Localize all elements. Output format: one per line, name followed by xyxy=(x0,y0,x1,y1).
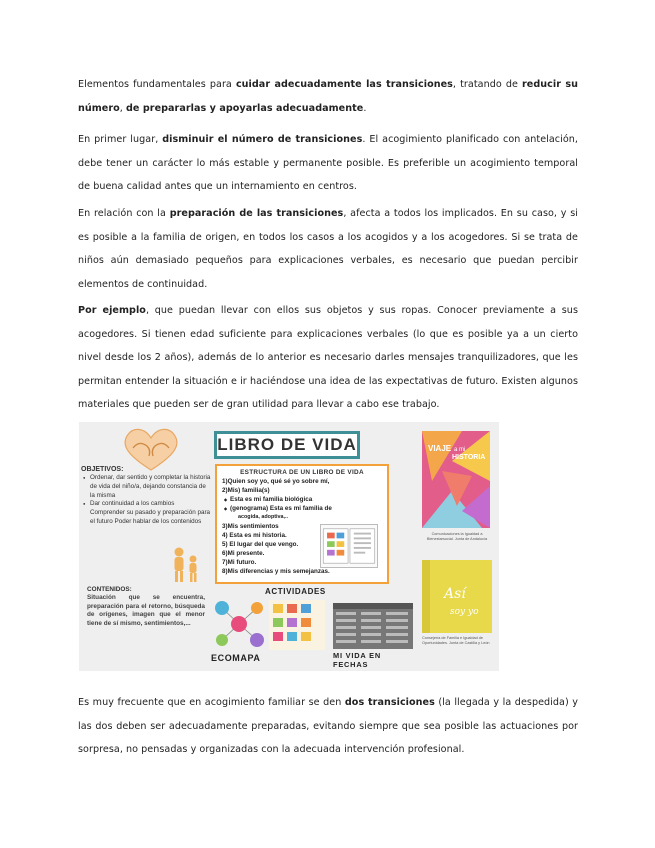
list-item: 7)Mi futuro. xyxy=(222,559,257,566)
paragraph-two-transitions xyxy=(78,691,578,762)
contenidos-title: CONTENIDOS: xyxy=(87,586,132,593)
list-item: acogida, adoptiva,.. xyxy=(238,514,289,520)
asi-soy-yo-cover-image xyxy=(422,560,492,633)
estructura-box xyxy=(215,464,389,584)
text-run: Elementos fundamentales para xyxy=(78,79,236,90)
list-item: ◆ Esta es mi familia biológica xyxy=(222,495,382,504)
activity-icons-image xyxy=(269,600,325,650)
text-run: En primer lugar, xyxy=(78,134,163,145)
bold-run: cuidar adecuadamente las transiciones xyxy=(235,79,453,90)
text-run: . El acogimiento planificado con antelación, debe tener un carácter lo más estable y permanente posible. Es preferible un acogimiento temporal de buena calidad antes que un internamiento en centros. xyxy=(78,134,578,192)
list-item: 3)Mis sentimientos xyxy=(222,523,279,530)
text-run: , afecta a todos los implicados. En su caso, y si es posible a la familia de origen, en todos los casos a los acogidos y a los acogedores. Si se trata de niños aún demasiado pequeños para explicaciones verbales, es necesario que puedan percibir elementos de continuidad. xyxy=(78,208,578,290)
cover2-title-b: soy yo xyxy=(450,607,479,617)
cover2-caption: Consejería de Familia e Igualdad de Oportunidades. Junta de Castilla y León xyxy=(422,636,490,645)
objetivos-title: OBJETIVOS: xyxy=(81,466,124,473)
text-run: Es muy frecuente que en acogimiento familiar se den xyxy=(78,697,345,708)
cover1-title-b: a mi xyxy=(454,447,466,453)
bold-run: reducir su número xyxy=(78,79,578,114)
bold-run: dos transiciones xyxy=(344,697,435,708)
cover1-caption: Comunicaciones la Igualdad a Bienestarsocial. Junta de Andalucía xyxy=(426,532,488,541)
list-item: 2)Mis) familia(s) xyxy=(222,487,270,494)
list-item: ● Ordenar, dar sentido y completar la historia de vida del niño/a, dejando constancia de la misma xyxy=(83,474,211,500)
list-item: 4) Esta es mi historia. xyxy=(222,532,287,539)
text-run: . xyxy=(363,102,367,114)
text-run: , tratando de xyxy=(452,79,522,90)
paragraph-reduce-transitions xyxy=(78,128,578,199)
cover1-title-c: HISTORIA xyxy=(452,454,486,461)
children-icon xyxy=(171,546,201,584)
estructura-title: ESTRUCTURA DE UN LIBRO DE VIDA xyxy=(240,469,364,476)
list-item: ◆ (genograma) Esta es mi familia de xyxy=(222,504,382,513)
libro-de-vida-infographic xyxy=(79,422,499,671)
viaje-a-mi-historia-cover-image xyxy=(422,431,490,528)
libro-de-vida-banner: LIBRO DE VIDA xyxy=(214,431,360,459)
text-run: En relación con la xyxy=(78,208,170,219)
bold-run: Por ejemplo xyxy=(78,305,146,316)
cover1-title-a: VIAJE xyxy=(428,444,452,453)
list-item: 1)Quien soy yo, qué sé yo sobre mí, xyxy=(222,478,330,485)
heart-hands-icon xyxy=(119,426,183,472)
objetivos-list xyxy=(83,474,211,527)
list-item: 8)Mis diferencias y mis semejanzas. xyxy=(222,568,330,575)
paragraph-example xyxy=(78,299,578,417)
contenidos-text: Situación que se encuentra, preparación para el retorno, búsqueda de orígenes, imagen que el menor tiene de sí mismo, sentimientos,... xyxy=(87,594,205,627)
bold-run: preparación de las transiciones xyxy=(169,208,344,219)
text-run: , xyxy=(119,102,126,114)
text-run: , que puedan llevar con ellos sus objetos y sus ropas. Conocer previamente a sus acogedores. Si tienen edad suficiente para explicaciones verbales (lo que es posible ya a un cierto nivel desde los 2 años), además de lo anterior es necesario darles mensajes tranquilizadores, que les permitan entender la situación e ir haciéndose una idea de las expectativas de futuro. Existen algunos materiales que pueden ser de gran utilidad para llevar a cabo ese trabajo. xyxy=(78,305,578,410)
list-item: 6)Mi presente. xyxy=(222,550,265,557)
bold-run: disminuir el número de transiciones xyxy=(162,134,363,145)
cover2-title-a: Así xyxy=(444,586,466,602)
ecomapa-diagram-icon xyxy=(212,598,267,650)
timeline-table-image xyxy=(333,603,413,649)
list-item: ● Dar continuidad a los cambios Comprender su pasado y preparación para el futuro Poder hablar de los contenidos xyxy=(83,500,211,526)
text-run: (la llegada y la despedida) y las dos deben ser adecuadamente preparadas, evitando siempre que sea posible las actuaciones por sorpresa, no pensadas y organizadas con la adecuada intervención profesional. xyxy=(78,697,579,755)
mi-vida-en-fechas-label: MI VIDA EN FECHAS xyxy=(333,651,381,669)
paragraph-prepare-transitions xyxy=(78,202,578,296)
open-book-image xyxy=(320,524,378,568)
actividades-title: ACTIVIDADES xyxy=(265,587,326,596)
ecomapa-label: ECOMAPA xyxy=(211,653,261,663)
paragraph-intro xyxy=(78,73,578,120)
bold-run: de prepararlas y apoyarlas adecuadamente xyxy=(126,102,364,114)
list-item: 5) El lugar del que vengo. xyxy=(222,541,299,548)
